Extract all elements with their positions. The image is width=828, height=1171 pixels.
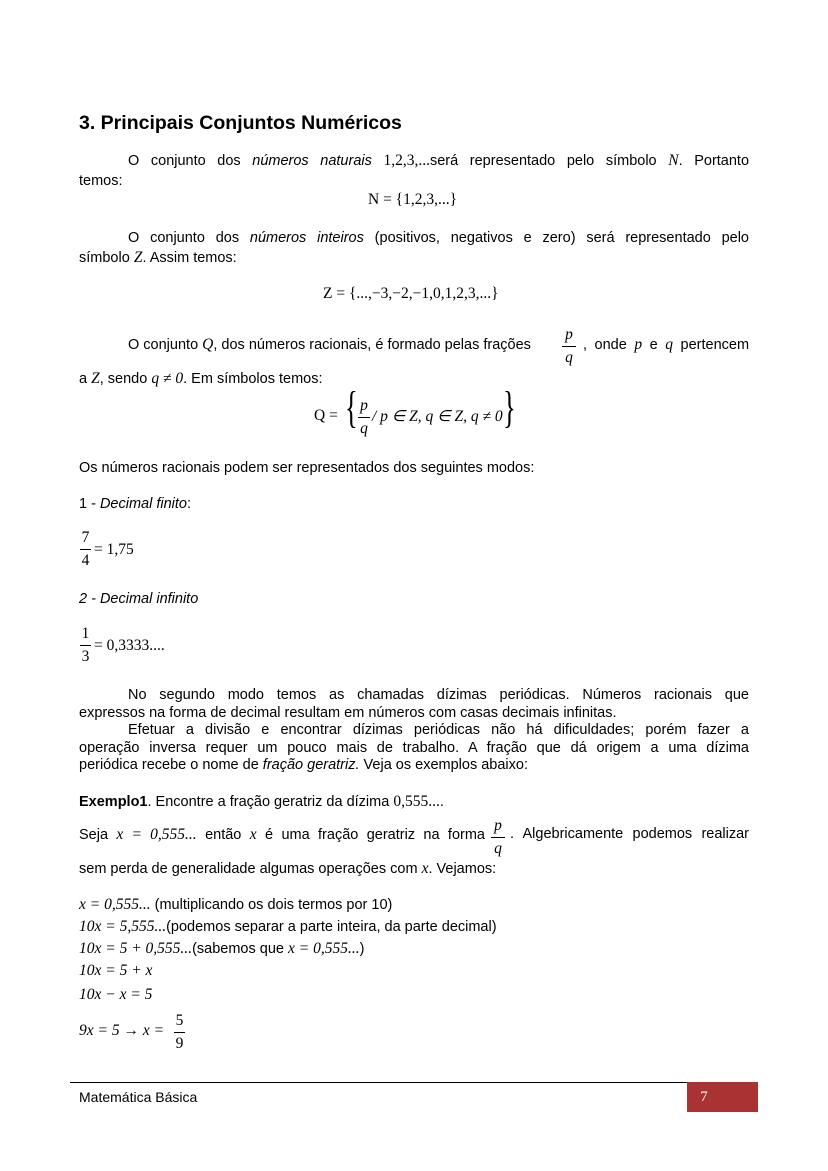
dizimas-line3: Efetuar a divisão e encontrar dízimas periódicas não há dificuldades; porém fazer a <box>128 722 749 738</box>
mode1-heading <box>79 496 191 512</box>
naturals-paragraph-line1 <box>79 152 749 170</box>
step-3-math2: x = 0,555... <box>287 940 360 957</box>
page-number: 7 <box>700 1089 708 1105</box>
example1-seja-left <box>79 826 485 844</box>
mode2-denominator: 3 <box>81 647 90 665</box>
step-4: 10x = 5 + x <box>79 962 153 979</box>
mode1-label: Decimal finito <box>99 496 187 512</box>
fraction-numerator: p <box>565 326 573 343</box>
rationals-fraction <box>562 327 576 365</box>
naturals-seq: 1,2,3,... <box>383 152 430 169</box>
step-1-math: x = 0,555... <box>79 896 151 913</box>
mode1-suffix: : <box>186 496 192 512</box>
formula-denominator: q <box>360 419 368 437</box>
step-3-math: 10x = 5 + 0,555... <box>79 940 193 957</box>
rationals-text-h: pertencem <box>680 337 750 353</box>
example1-line2 <box>79 860 496 878</box>
mode1-prefix: 1 - <box>79 496 100 512</box>
integers-text-c: (positivos, negativos e zero) será representado pelo <box>374 230 750 246</box>
seja-text-e: é uma fração geratriz na forma <box>265 827 485 843</box>
final-denominator: 9 <box>175 1034 184 1052</box>
mode1-bar <box>80 549 91 550</box>
integers-text-d: símbolo <box>79 250 130 266</box>
naturals-symbol: N <box>668 152 679 169</box>
step-3-note2: ) <box>359 941 365 957</box>
final-equation: 9x = 5 → x = <box>79 1022 165 1039</box>
step-2-note: (podemos separar a parte inteira, da parte decimal) <box>166 919 497 935</box>
rationals-condition: q ≠ 0 <box>151 370 184 387</box>
page-number-box <box>687 1082 758 1112</box>
step-5: 10x − x = 5 <box>79 986 153 1003</box>
rationals-text-m: . Em símbolos temos: <box>183 371 323 387</box>
rationals-var-p: p <box>634 336 643 353</box>
mode1-fraction <box>80 530 91 568</box>
rationals-symbol-q: Q <box>202 336 214 353</box>
line2-text-c: . Vejamos: <box>428 861 497 877</box>
rationals-text-f: e <box>649 337 658 353</box>
line2-var-x: x <box>421 860 429 877</box>
naturals-formula: N = {1,2,3,...} <box>368 191 458 208</box>
final-fraction <box>174 1013 185 1051</box>
integers-emph: números inteiros <box>249 230 364 246</box>
seja-eq: x = 0,555... <box>116 826 197 843</box>
final-bar <box>174 1032 185 1033</box>
dizimas-text-a: periódica recebe o nome de <box>79 757 263 773</box>
mode2-result: = 0,3333.... <box>94 637 165 654</box>
right-brace: } <box>503 383 516 432</box>
naturals-text-f: . Portanto <box>678 153 750 169</box>
step-2-math: 10x = 5,555... <box>79 918 167 935</box>
step-3 <box>79 940 364 958</box>
dizimas-line1: No segundo modo temos as chamadas dízimas periódicas. Números racionais que <box>128 687 749 703</box>
step-3-note: (sabemos que <box>192 941 288 957</box>
formula-numerator: p <box>360 397 368 414</box>
dizimas-emph: fração geratriz. <box>262 757 360 773</box>
rationals-line1-left <box>128 336 531 354</box>
footer-rule <box>70 1082 758 1083</box>
formula-bar <box>358 417 370 418</box>
naturals-text-a: O conjunto dos <box>128 153 253 169</box>
naturals-text-d: será representado pelo símbolo <box>429 153 657 169</box>
example1-heading <box>79 793 444 811</box>
footer-title: Matemática Básica <box>79 1089 198 1105</box>
example1-bar <box>491 837 505 838</box>
mode1-denominator: 4 <box>81 551 90 569</box>
example1-label: Exemplo1 <box>79 794 148 810</box>
section-title: 3. Principais Conjuntos Numéricos <box>79 112 402 134</box>
seja-text-c: então <box>205 827 242 843</box>
dizimas-text-c: Veja os exemplos abaixo: <box>359 757 528 773</box>
example1-numerator: p <box>494 817 502 834</box>
integers-text-f: . Assim temos: <box>142 250 237 266</box>
example1-denominator: q <box>494 839 502 857</box>
mode2-fraction <box>80 626 91 664</box>
seja-var-x: x <box>249 826 257 843</box>
rationals-text-a: O conjunto <box>128 337 199 353</box>
rationals-text-c: , dos números racionais, é formado pelas frações <box>213 337 531 353</box>
rationals-text-k: , sendo <box>99 371 148 387</box>
mode2-numerator: 1 <box>81 625 90 642</box>
example1-value: 0,555... <box>393 793 440 810</box>
rationals-formula-fraction <box>358 398 370 436</box>
rationals-line2 <box>79 370 323 388</box>
line2-text-a: sem perda de generalidade algumas operações com <box>79 861 418 877</box>
naturals-paragraph-line2: temos: <box>79 173 123 189</box>
rationals-symbol-z: Z <box>91 370 100 387</box>
fraction-denominator: q <box>565 348 573 366</box>
rationals-formula-rest: / p ∈ Z, q ∈ Z, q ≠ 0 <box>372 408 503 425</box>
integers-paragraph-line2 <box>79 249 237 267</box>
mode2-heading: 2 - Decimal infinito <box>79 591 199 607</box>
mode1-result: = 1,75 <box>94 541 134 558</box>
left-brace: { <box>345 383 358 432</box>
example1-fraction <box>491 818 505 856</box>
rationals-var-q: q <box>665 336 673 353</box>
rationals-text-i: a <box>79 371 88 387</box>
rationals-formula-lhs: Q = <box>314 407 338 424</box>
step-2 <box>79 918 497 936</box>
example1-end: . <box>439 794 444 810</box>
example1-text: . Encontre a fração geratriz da dízima <box>147 794 394 810</box>
mode2-bar <box>80 645 91 646</box>
integers-formula: Z = {...,−3,−2,−1,0,1,2,3,...} <box>323 285 499 302</box>
example1-seja-right: . Algebricamente podemos realizar <box>510 826 749 842</box>
integers-paragraph-line1 <box>79 230 749 246</box>
step-1-note: (multiplicando os dois termos por 10) <box>150 897 393 913</box>
dizimas-line2: expressos na forma de decimal resultam em números com casas decimais infinitas. <box>79 705 617 721</box>
fraction-bar <box>562 346 576 347</box>
modes-intro: Os números racionais podem ser representados dos seguintes modos: <box>79 460 535 476</box>
final-numerator: 5 <box>175 1012 184 1029</box>
seja-text-a: Seja <box>79 827 109 843</box>
dizimas-line5 <box>79 757 528 773</box>
mode1-numerator: 7 <box>81 529 90 546</box>
naturals-emph: números naturais <box>252 153 372 169</box>
dizimas-line4: operação inversa requer um pouco mais de trabalho. A fração que dá origem a uma dízima <box>79 740 749 756</box>
step-1 <box>79 896 392 914</box>
rationals-text-d: , onde <box>583 337 627 353</box>
integers-text-a: O conjunto dos <box>128 230 250 246</box>
rationals-line1-right <box>583 336 749 354</box>
integers-symbol: Z <box>133 249 143 266</box>
